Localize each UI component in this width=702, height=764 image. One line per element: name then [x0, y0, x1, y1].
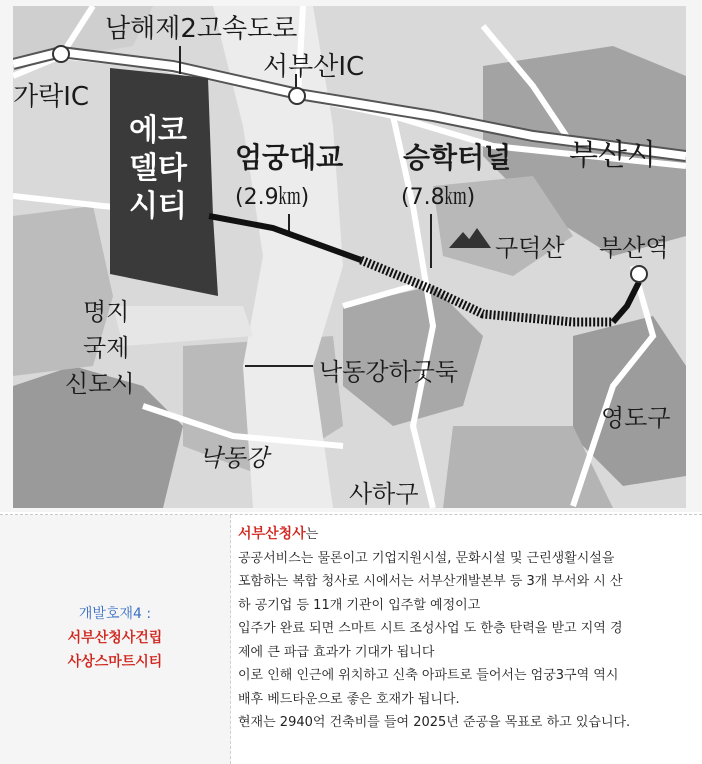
- seunghak-tunnel-label: 승학터널: [403, 141, 512, 174]
- saha-label: 사하구: [349, 480, 419, 508]
- yeongdo-label: 영도구: [601, 404, 671, 432]
- project-title-line-1: 서부산청사건립: [67, 630, 163, 646]
- myeongji-label-3: 신도시: [65, 370, 135, 398]
- description-line: 포함하는 복합 청사로 시에서는 서부산개발본부 등 3개 부서와 시 산: [238, 574, 623, 589]
- map-image: [13, 6, 686, 508]
- eco-delta-label-3: 시티: [129, 189, 187, 224]
- description-line: 제에 큰 파급 효과가 기대가 됩니다: [238, 644, 435, 660]
- busan-station-marker: [631, 266, 647, 282]
- description-line: 입주가 완료 되면 스마트 시트 조성사업 도 한층 탄력을 받고 지역 경: [238, 621, 623, 636]
- info-table: [0, 514, 702, 764]
- myeongji-label-1: 명지: [83, 298, 130, 326]
- eomgung-distance-label: (2.9㎞): [235, 185, 310, 210]
- description-heading: [238, 523, 694, 547]
- expressway-label: 남해제2고속도로: [105, 14, 298, 44]
- myeongji-label-2: 국제: [83, 334, 130, 362]
- garak-ic-label: 가락IC: [13, 82, 90, 112]
- heading-highlight: 서부산청사: [238, 526, 306, 542]
- description-line: 공공서비스는 물론이고 기업지원시설, 문화시설 및 근린생활시설을: [238, 550, 615, 566]
- info-caption-cell: [0, 515, 231, 764]
- seunghak-distance-label: (7.8㎞): [401, 185, 476, 210]
- heading-suffix: 는: [305, 527, 319, 542]
- busan-city-label: 부산시: [569, 138, 656, 173]
- seobusan-ic-marker: [289, 88, 305, 104]
- description-line: 배후 베드타운으로 좋은 호재가 됩니다.: [238, 691, 460, 707]
- description-line: 하 공기업 등 11개 기관이 입주할 예정이고: [238, 597, 481, 613]
- description-line: 현재는 2940억 건축비를 들여 2025년 준공을 목표로 하고 있습니다.: [238, 715, 631, 730]
- busan-station-label: 부산역: [599, 234, 669, 262]
- garak-ic-marker: [53, 46, 69, 62]
- description-line: 이로 인해 인근에 위치하고 신축 아파트로 들어서는 엄궁3구역 역시: [238, 668, 619, 683]
- project-title-line-2: 사상스마트시티: [67, 654, 163, 670]
- levee-label: 낙동강하굿둑: [319, 358, 459, 386]
- category-label: 개발호재4 :: [78, 606, 152, 622]
- eco-delta-label-1: 에코: [129, 113, 187, 148]
- eco-delta-label-2: 델타: [129, 151, 187, 186]
- eomgung-bridge-label: 엄궁대교: [235, 141, 344, 174]
- nakdong-river-label: 낙동강: [199, 444, 269, 472]
- seobusan-ic-label: 서부산IC: [263, 52, 365, 82]
- info-description-cell: [238, 523, 694, 735]
- gudeoksan-label: 구덕산: [495, 234, 565, 262]
